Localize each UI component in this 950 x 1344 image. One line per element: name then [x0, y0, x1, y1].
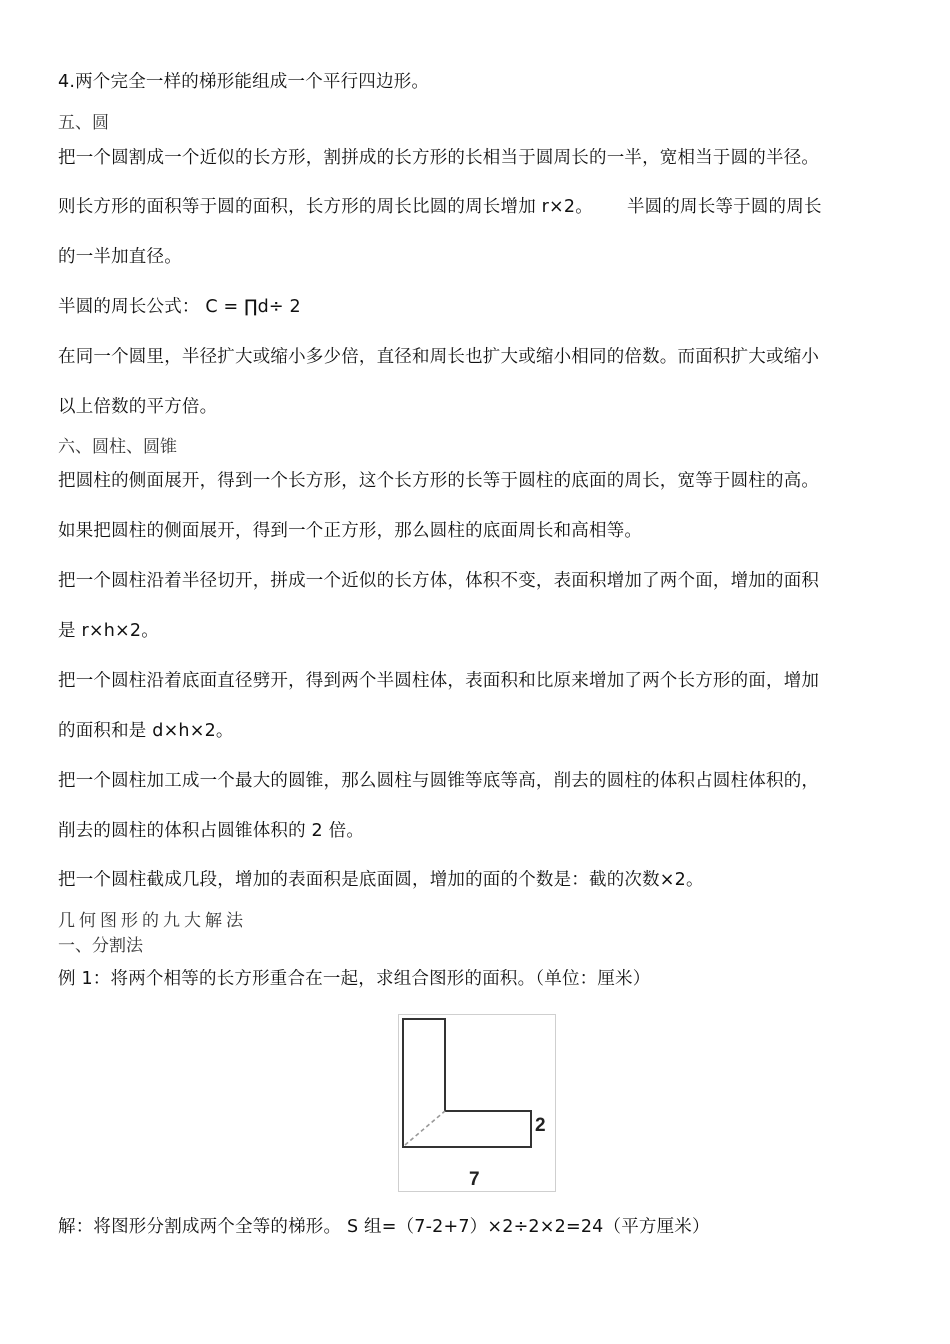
line-trapezoid-fact: 4.两个完全一样的梯形能组成一个平行四边形。 — [58, 72, 430, 92]
line-circle-2 — [58, 193, 822, 218]
width-label: 2 — [535, 1115, 546, 1136]
line-cylinder-1: 把圆柱的侧面展开，得到一个长方形，这个长方形的长等于圆柱的底面的周长，宽等于圆柱的高。 — [58, 471, 820, 491]
line-circle-2a: 则长方形的面积等于圆的面积，长方形的周长比圆的周长增加 r×2。 — [58, 197, 593, 217]
heading-circle: 五、圆 — [58, 113, 109, 133]
line-circle-scale-1: 在同一个圆里，半径扩大或缩小多少倍，直径和周长也扩大或缩小相同的倍数。而面积扩大或缩小 — [58, 347, 820, 367]
line-solution: 解：将图形分割成两个全等的梯形。 S 组=（7-2+7）×2÷2×2=24（平方厘米） — [58, 1217, 710, 1237]
line-cylinder-6: 的面积和是 d×h×2。 — [58, 721, 234, 741]
line-cylinder-5: 把一个圆柱沿着底面直径劈开，得到两个半圆柱体，表面积和比原来增加了两个长方形的面，增加 — [58, 671, 820, 691]
line-example-1: 例 1：将两个相等的长方形重合在一起，求组合图形的面积。（单位：厘米） — [58, 969, 651, 989]
line-cylinder-4: 是 r×h×2。 — [58, 621, 159, 641]
length-label: 7 — [469, 1169, 480, 1190]
line-cylinder-3: 把一个圆柱沿着半径切开，拼成一个近似的长方体，体积不变，表面积增加了两个面，增加的面积 — [58, 571, 820, 591]
line-semicircle-formula: 半圆的周长公式： C = ∏d÷ 2 — [58, 297, 301, 317]
line-cylinder-9: 把一个圆柱截成几段，增加的表面积是底面圆，增加的面的个数是：截的次数×2。 — [58, 870, 704, 890]
heading-division-method: 一、分割法 — [58, 936, 143, 956]
l-shape-diagram — [399, 1015, 555, 1191]
line-cylinder-7: 把一个圆柱加工成一个最大的圆锥，那么圆柱与圆锥等底等高，削去的圆柱的体积占圆柱体积的， — [58, 771, 820, 791]
split-dashed-line — [405, 1111, 445, 1145]
heading-nine-methods: 几何图形的九大解法 — [58, 911, 247, 931]
l-shape-figure — [398, 1014, 556, 1192]
line-cylinder-2: 如果把圆柱的侧面展开，得到一个正方形，那么圆柱的底面周长和高相等。 — [58, 521, 643, 541]
line-circle-1: 把一个圆割成一个近似的长方形，割拼成的长方形的长相当于圆周长的一半，宽相当于圆的半径。 — [58, 148, 820, 168]
line-circle-3: 的一半加直径。 — [58, 247, 182, 267]
line-cylinder-8: 削去的圆柱的体积占圆锥体积的 2 倍。 — [58, 821, 365, 841]
line-circle-2b: 半圆的周长等于圆的周长 — [626, 197, 822, 217]
line-circle-scale-2: 以上倍数的平方倍。 — [58, 397, 218, 417]
l-shape-outline — [403, 1019, 531, 1147]
heading-cylinder-cone: 六、圆柱、圆锥 — [58, 437, 177, 457]
